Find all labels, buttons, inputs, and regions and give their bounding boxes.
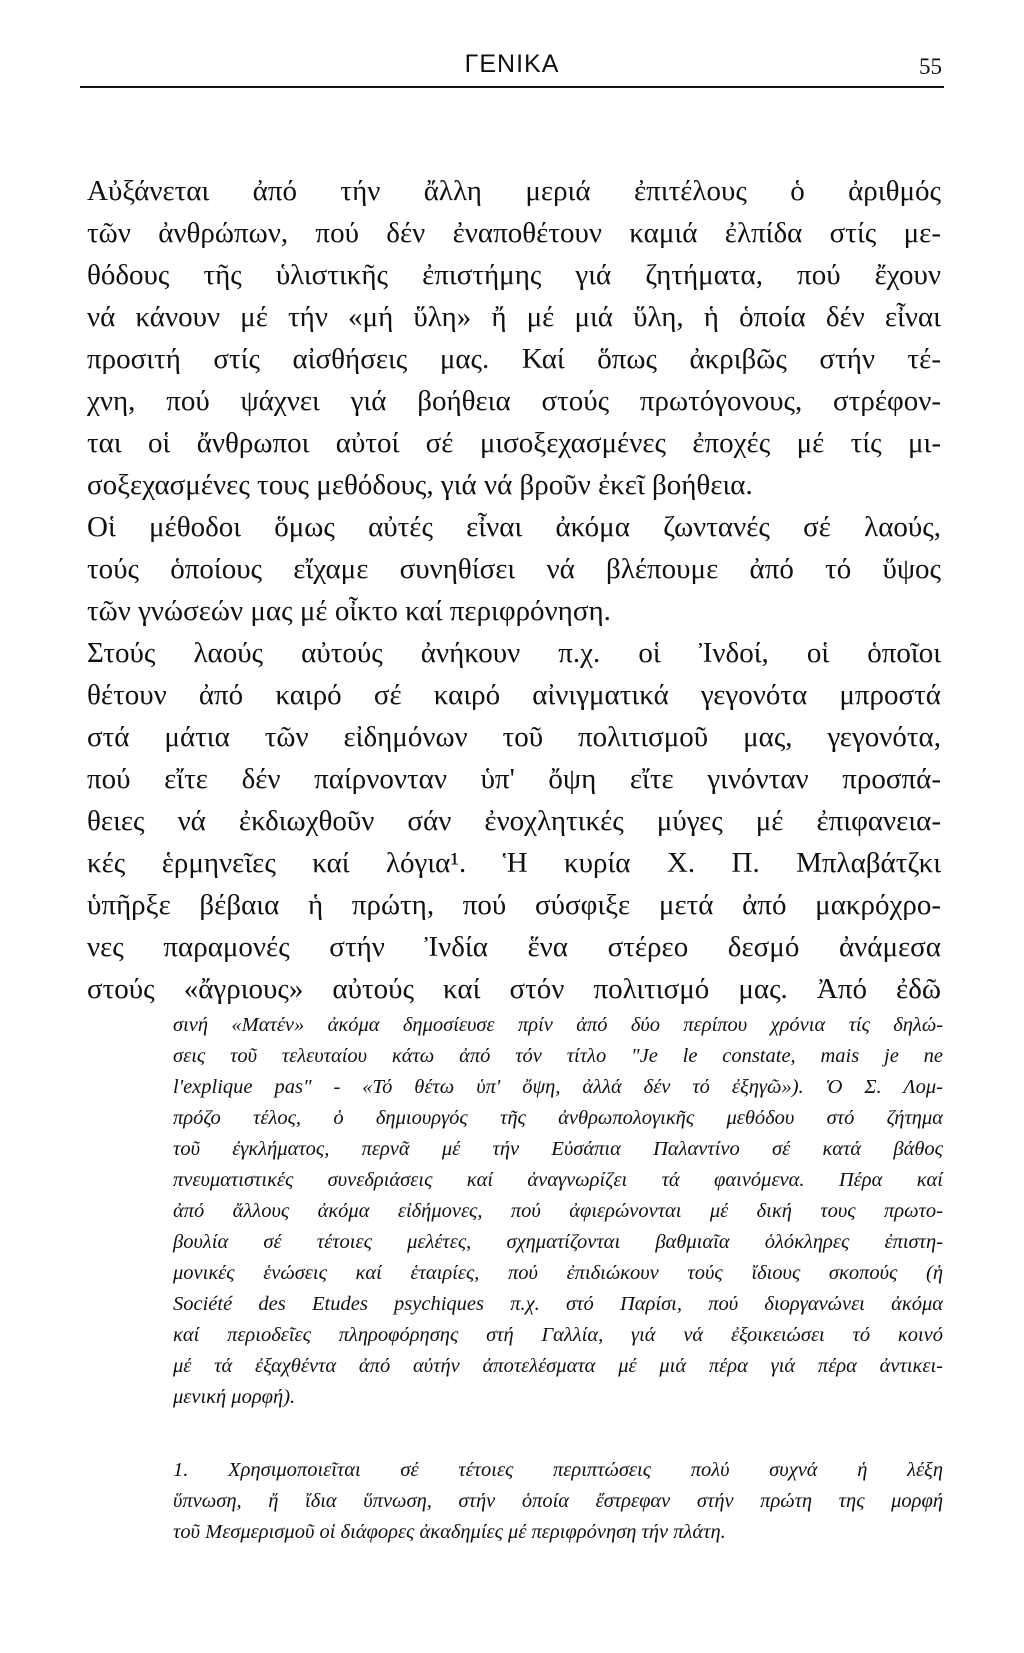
page-number: 55 bbox=[919, 54, 942, 79]
text-line: ὑπῆρξε βέβαια ἡ πρώτη, πού σύσφιξε μετά ἀπό μακρόχρο- bbox=[87, 889, 941, 921]
text-line: νά κάνουν μέ τήν «μή ὕλη» ἤ μέ μιά ὕλη, ἡ ὁποία δέν εἶναι bbox=[87, 301, 941, 333]
text-line: στά μάτια τῶν εἰδημόνων τοῦ πολιτισμοῦ μας, γεγονότα, bbox=[87, 721, 941, 753]
footnote-line: τοῦ Μεσμερισμοῦ οἱ διάφορες ἀκαδημίες μέ περιφρόνηση τήν πλάτη. bbox=[173, 1521, 726, 1543]
footnote-line: πρόζο τέλος, ὁ δημιουργός τῆς ἀνθρωπολογικῆς μεθόδου στό ζήτημα bbox=[173, 1107, 943, 1129]
text-line: θέτουν ἀπό καιρό σέ καιρό αἰνιγματικά γεγονότα μπροστά bbox=[87, 679, 941, 711]
text-line: χνη, πού ψάχνει γιά βοήθεια στούς πρωτόγονους, στρέφον- bbox=[87, 385, 941, 417]
text-line: θόδους τῆς ὑλιστικῆς ἐπιστήμης γιά ζητήματα, πού ἔχουν bbox=[87, 259, 941, 291]
text-line: κές ἑρμηνεῖες καί λόγια¹. Ἡ κυρία Χ. Π. Μπλαβάτζκι bbox=[87, 847, 941, 879]
footnote-line: l'explique pas" - «Τό θέτω ὑπ' ὄψη, ἀλλά δέν τό ἐξηγῶ»). Ὁ Σ. Λομ- bbox=[173, 1076, 943, 1098]
footnote-line: ὕπνωση, ἤ ἴδια ὕπνωση, στήν ὁποία ἔστρεφαν στήν πρώτη της μορφή bbox=[173, 1490, 943, 1512]
footnote-line: βουλία σέ τέτοιες μελέτες, σχηματίζονται βαθμιαῖα ὁλόκληρες ἐπιστη- bbox=[173, 1231, 943, 1253]
footnote-line: 1. Χρησιμοποιεῖται σέ τέτοιες περιπτώσεις πολύ συχνά ἡ λέξη bbox=[173, 1459, 943, 1481]
text-line: στούς «ἄγριους» αὐτούς καί στόν πολιτισμό μας. Ἀπό ἐδῶ bbox=[87, 973, 941, 1005]
text-line: Στούς λαούς αὐτούς ἀνήκουν π.χ. οἱ Ἰνδοί, οἱ ὁποῖοι bbox=[87, 637, 941, 669]
text-line: Αὐξάνεται ἀπό τήν ἄλλη μεριά ἐπιτέλους ὁ ἀριθμός bbox=[87, 175, 941, 207]
text-line: πού εἴτε δέν παίρνονταν ὑπ' ὄψη εἴτε γινόνταν προσπά- bbox=[87, 763, 941, 795]
running-title: ΓΕΝΙΚΑ bbox=[464, 50, 560, 78]
text-line: προσιτή στίς αἰσθήσεις μας. Καί ὅπως ἀκριβῶς στήν τέ- bbox=[87, 343, 941, 375]
footnote-line: Société des Etudes psychiques π.χ. στό Παρίσι, πού διοργανώνει ἀκόμα bbox=[173, 1293, 943, 1315]
footnote-line: ἀπό ἄλλους ἀκόμα εἰδήμονες, πού ἀφιερώνονται μέ δική τους πρωτο- bbox=[173, 1200, 943, 1222]
running-header bbox=[80, 44, 944, 88]
text-line: Οἱ μέθοδοι ὅμως αὐτές εἶναι ἀκόμα ζωντανές σέ λαούς, bbox=[87, 511, 941, 543]
footnote-line: μέ τά ἐξαχθέντα ἀπό αὐτήν ἀποτελέσματα μέ μιά πέρα γιά πέρα ἀντικει- bbox=[173, 1355, 943, 1377]
text-line: τῶν γνώσεών μας μέ οἶκτο καί περιφρόνηση. bbox=[87, 595, 611, 627]
text-line: νες παραμονές στήν Ἰνδία ἕνα στέρεο δεσμό ἀνάμεσα bbox=[87, 931, 941, 963]
footnote-1 bbox=[173, 1455, 943, 1548]
footnote-line: πνευματιστικές συνεδριάσεις καί ἀναγνωρίζει τά φαινόμενα. Πέρα καί bbox=[173, 1169, 943, 1191]
text-line: θειες νά ἐκδιωχθοῦν σάν ἐνοχλητικές μύγες μέ ἐπιφανεια- bbox=[87, 805, 941, 837]
text-line: σοξεχασμένες τους μεθόδους, γιά νά βροῦν ἐκεῖ βοήθεια. bbox=[87, 469, 753, 501]
footnote-line: σινή «Ματέν» ἀκόμα δημοσίευσε πρίν ἀπό δύο περίπου χρόνια τίς δηλώ- bbox=[173, 1014, 943, 1036]
footnote-line: μονικές ἑνώσεις καί ἑταιρίες, πού ἐπιδιώκουν τούς ἴδιους σκοπούς (ἡ bbox=[173, 1262, 943, 1284]
footnote-continuation bbox=[173, 1010, 943, 1413]
text-line: ται οἱ ἄνθρωποι αὐτοί σέ μισοξεχασμένες ἐποχές μέ τίς μι- bbox=[87, 427, 941, 459]
main-text bbox=[87, 170, 941, 1010]
footnote-line: τοῦ ἐγκλήματος, περνᾶ μέ τήν Εὐσάπια Παλαντίνο σέ κατά βάθος bbox=[173, 1138, 943, 1160]
footnote-line: σεις τοῦ τελευταίου κάτω ἀπό τόν τίτλο "Je le constate, mais je ne bbox=[173, 1045, 943, 1067]
text-line: τούς ὁποίους εἴχαμε συνηθίσει νά βλέπουμε ἀπό τό ὕψος bbox=[87, 553, 941, 585]
footnote-line: καί περιοδεῖες πληροφόρησης στή Γαλλία, γιά νά ἐξοικειώσει τό κοινό bbox=[173, 1324, 943, 1346]
footnote-line: μενική μορφή). bbox=[173, 1386, 296, 1408]
text-line: τῶν ἀνθρώπων, πού δέν ἐναποθέτουν καμιά ἐλπίδα στίς με- bbox=[87, 217, 941, 249]
